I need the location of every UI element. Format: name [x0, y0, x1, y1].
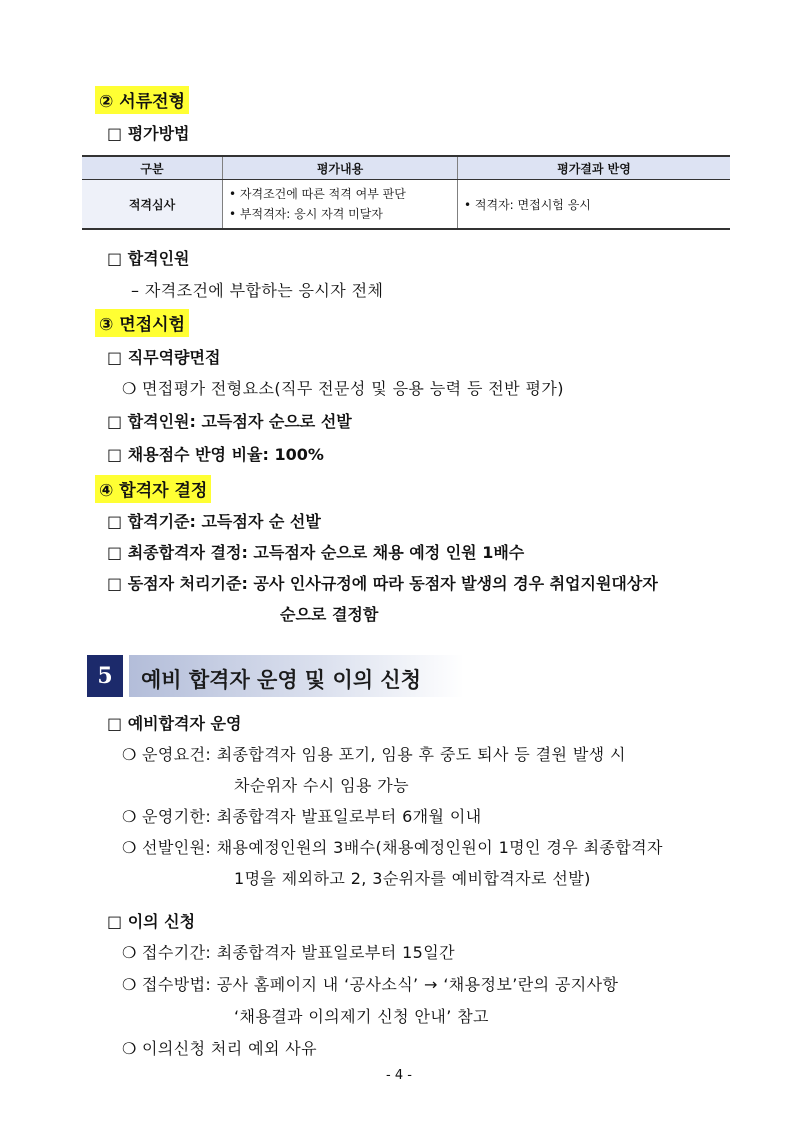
eval-method-heading: □ 평가방법 — [107, 124, 190, 143]
content-line-2: • 부적격자: 응시 자격 미달자 — [229, 207, 383, 221]
interview-pass-count: □ 합격인원: 고득점자 순으로 선발 — [107, 412, 352, 431]
objection-heading: □ 이의 신청 — [107, 912, 196, 931]
interview-detail: ❍ 면접평가 전형요소(직무 전문성 및 응용 능력 등 전반 평가) — [122, 379, 564, 398]
score-ratio: □ 채용점수 반영 비율: 100% — [107, 445, 324, 464]
bullet-icon: ❍ — [122, 943, 137, 962]
bullet-icon: ❍ — [122, 807, 137, 826]
reserve-requirement: ❍ 운영요건: 최종합격자 임용 포기, 임용 후 중도 퇴사 등 결원 발생 시 — [122, 745, 626, 764]
final-decision: □ 최종합격자 결정: 고득점자 순으로 채용 예정 인원 1배수 — [107, 543, 525, 562]
bullet-icon: ❍ — [122, 745, 137, 764]
objection-method: ❍ 접수방법: 공사 홈페이지 내 ‘공사소식’ → ‘채용정보’란의 공지사항 — [122, 975, 619, 994]
section-heading-document-screening: ② 서류전형 — [95, 86, 189, 114]
pass-criteria: □ 합격기준: 고득점자 순 선발 — [107, 512, 321, 531]
objection-period: ❍ 접수기간: 최종합격자 발표일로부터 15일간 — [122, 943, 455, 962]
objection-exception: ❍ 이의신청 처리 예외 사유 — [122, 1039, 318, 1058]
tie-rule-line-1: □ 동점자 처리기준: 공사 인사규정에 따라 동점자 발생의 경우 취업지원대상자 — [107, 574, 658, 593]
table-cell-result: • 적격자: 면접시험 응시 — [458, 180, 731, 230]
reserve-count-cont: 1명을 제외하고 2, 3순위자를 예비합격자로 선발) — [234, 869, 591, 888]
table-header-content: 평가내용 — [223, 156, 458, 180]
pass-count-text: – 자격조건에 부합하는 응시자 전체 — [131, 281, 384, 300]
reserve-requirement-cont: 차순위자 수시 임용 가능 — [234, 776, 410, 795]
page-number: - 4 - — [386, 1068, 412, 1083]
interview-heading: □ 직무역량면접 — [107, 348, 221, 367]
section-title: 예비 합격자 운영 및 이의 신청 — [141, 668, 421, 692]
table-cell-category: 적격심사 — [82, 180, 223, 230]
section-heading-decision: ④ 합격자 결정 — [95, 475, 211, 503]
evaluation-table — [82, 155, 730, 230]
section-heading-interview: ③ 면접시험 — [95, 309, 189, 337]
reserve-heading: □ 예비합격자 운영 — [107, 714, 242, 733]
objection-method-cont: ‘채용결과 이의제기 신청 안내’ 참고 — [234, 1007, 489, 1026]
bullet-icon: ❍ — [122, 838, 137, 857]
content-line-1: • 자격조건에 따른 적격 여부 판단 — [229, 187, 406, 201]
table-header-row — [82, 156, 730, 180]
tie-rule-line-2: 순으로 결정함 — [280, 605, 379, 624]
table-header-result: 평가결과 반영 — [458, 156, 731, 180]
reserve-period: ❍ 운영기한: 최종합격자 발표일로부터 6개월 이내 — [122, 807, 482, 826]
pass-count-heading: □ 합격인원 — [107, 249, 190, 268]
bullet-icon: ❍ — [122, 1039, 137, 1058]
table-cell-content — [223, 180, 458, 230]
reserve-count: ❍ 선발인원: 채용예정인원의 3배수(채용예정인원이 1명인 경우 최종합격자 — [122, 838, 663, 857]
table-header-category: 구분 — [82, 156, 223, 180]
bullet-icon: ❍ — [122, 975, 137, 994]
section-number-badge: 5 — [87, 655, 123, 697]
table-row — [82, 180, 730, 230]
bullet-icon: ❍ — [122, 379, 137, 398]
